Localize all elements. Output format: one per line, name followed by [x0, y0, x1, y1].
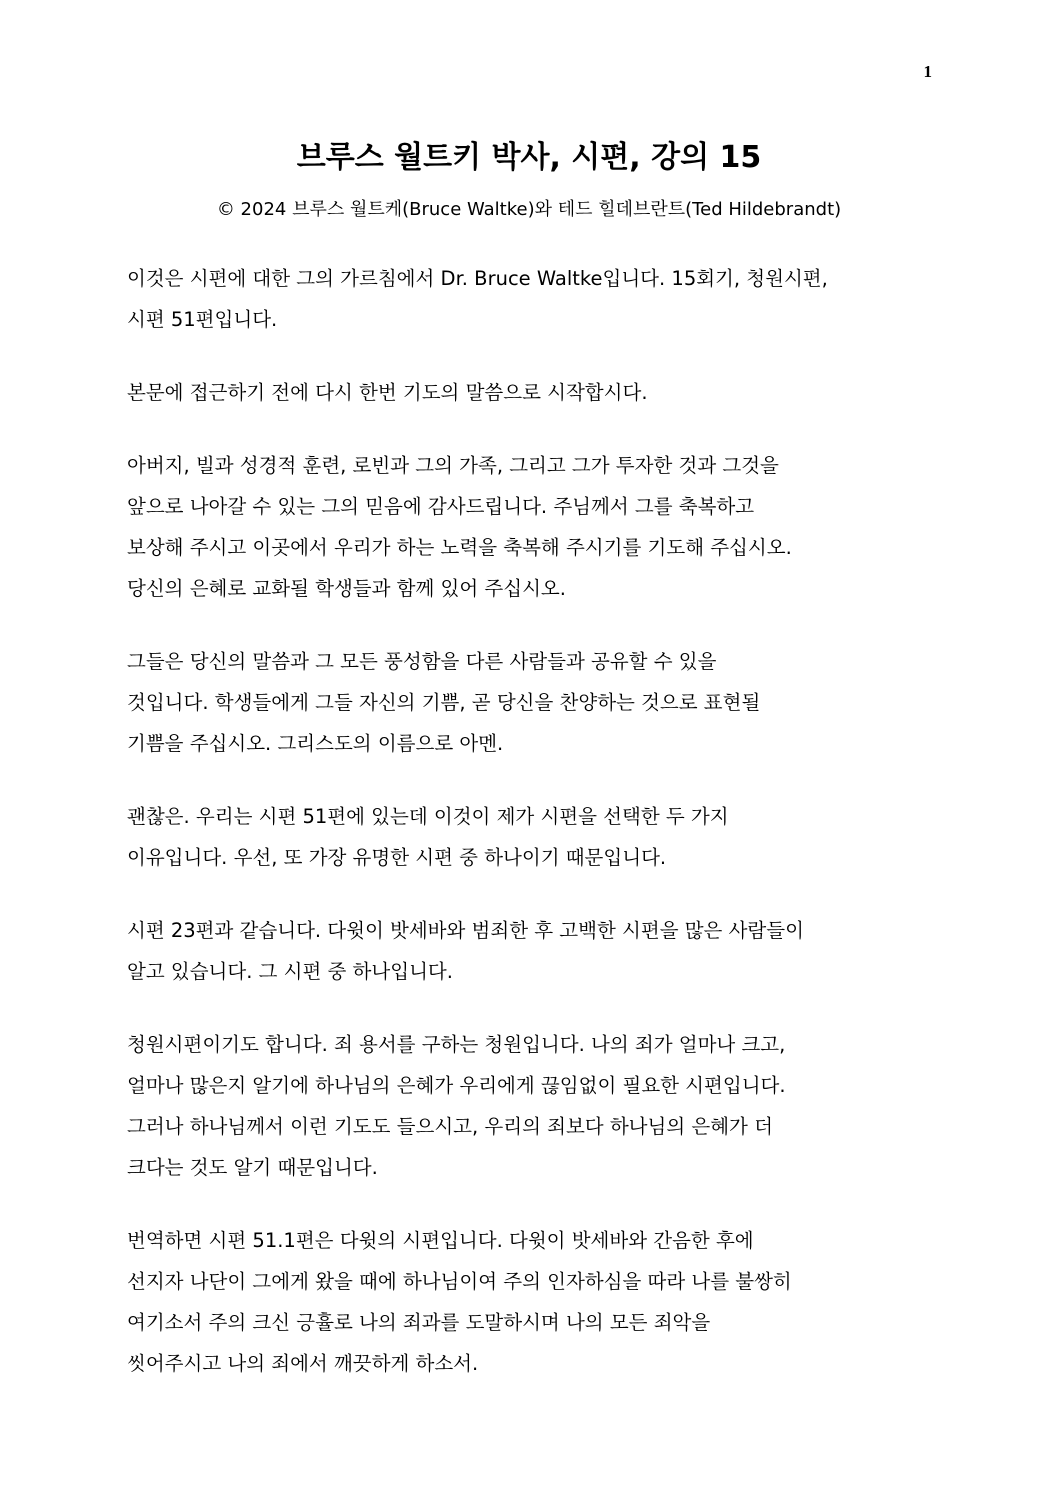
paragraph-line: 기쁨을 주십시오. 그리스도의 이름으로 아멘.: [127, 732, 504, 755]
paragraph-line: 시편 51편입니다.: [127, 308, 278, 331]
paragraph-line: 시편 23편과 같습니다. 다윗이 밧세바와 범죄한 후 고백한 시편을 많은 사람들이: [127, 919, 804, 942]
page-number: 1: [923, 62, 932, 81]
paragraph-line: 본문에 접근하기 전에 다시 한번 기도의 말씀으로 시작합시다.: [127, 381, 648, 404]
paragraph: [127, 796, 937, 878]
paragraph-line: 그들은 당신의 말씀과 그 모든 풍성함을 다른 사람들과 공유할 수 있을: [127, 650, 717, 673]
paragraph: [127, 445, 937, 609]
paragraph-line: 씻어주시고 나의 죄에서 깨끗하게 하소서.: [127, 1352, 479, 1375]
paragraph-line: 이것은 시편에 대한 그의 가르침에서 Dr. Bruce Waltke입니다. 15회기, 청원시편,: [127, 267, 828, 290]
paragraph-line: 그러나 하나님께서 이런 기도도 들으시고, 우리의 죄보다 하나님의 은혜가 더: [127, 1115, 773, 1138]
paragraph-line: 이유입니다. 우선, 또 가장 유명한 시편 중 하나이기 때문입니다.: [127, 846, 667, 869]
paragraph-line: 얼마나 많은지 알기에 하나님의 은혜가 우리에게 끊임없이 필요한 시편입니다.: [127, 1074, 786, 1097]
paragraph: [127, 910, 937, 992]
paragraph-line: 것입니다. 학생들에게 그들 자신의 기쁨, 곧 당신을 찬양하는 것으로 표현될: [127, 691, 761, 714]
paragraph-line: 알고 있습니다. 그 시편 중 하나입니다.: [127, 960, 453, 983]
paragraph-line: 앞으로 나아갈 수 있는 그의 믿음에 감사드립니다. 주님께서 그를 축복하고: [127, 495, 755, 518]
paragraph-line: 번역하면 시편 51.1편은 다윗의 시편입니다. 다윗이 밧세바와 간음한 후에: [127, 1229, 754, 1252]
paragraph: [127, 258, 937, 340]
paragraph-line: 청원시편이기도 합니다. 죄 용서를 구하는 청원입니다. 나의 죄가 얼마나 크고,: [127, 1033, 786, 1056]
paragraph-line: 당신의 은혜로 교화될 학생들과 함께 있어 주십시오.: [127, 577, 566, 600]
paragraph: [127, 1024, 937, 1188]
paragraph: [127, 372, 937, 413]
paragraph-line: 보상해 주시고 이곳에서 우리가 하는 노력을 축복해 주시기를 기도해 주십시오.: [127, 536, 792, 559]
paragraph-line: 크다는 것도 알기 때문입니다.: [127, 1156, 378, 1179]
paragraph: [127, 641, 937, 764]
body-text: [127, 258, 937, 1416]
copyright-line: © 2024 브루스 월트케(Bruce Waltke)와 테드 힐데브란트(Ted Hildebrandt): [216, 199, 842, 220]
paragraph-line: 아버지, 빌과 성경적 훈련, 로빈과 그의 가족, 그리고 그가 투자한 것과 그것을: [127, 454, 779, 477]
paragraph: [127, 1220, 937, 1384]
paragraph-line: 여기소서 주의 크신 긍휼로 나의 죄과를 도말하시며 나의 모든 죄악을: [127, 1311, 711, 1334]
paragraph-line: 선지자 나단이 그에게 왔을 때에 하나님이여 주의 인자하심을 따라 나를 불쌍히: [127, 1270, 792, 1293]
paragraph-line: 괜찮은. 우리는 시편 51편에 있는데 이것이 제가 시편을 선택한 두 가지: [127, 805, 729, 828]
document-title: 브루스 월트키 박사, 시편, 강의 15: [296, 140, 762, 175]
